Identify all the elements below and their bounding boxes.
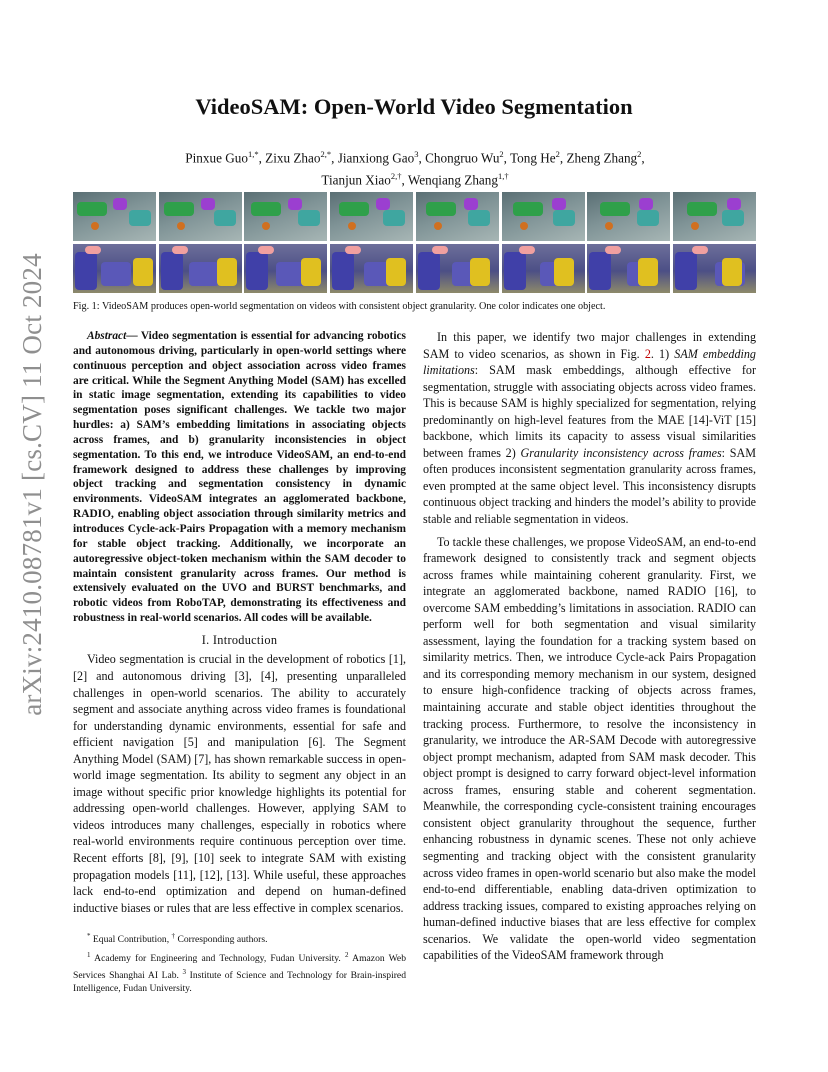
section-heading: I. Introduction [201, 632, 278, 647]
segmentation-mask [246, 252, 268, 290]
segmentation-mask [75, 252, 97, 290]
segmentation-mask [600, 202, 630, 216]
video-frame-thumbnail [673, 244, 756, 293]
arxiv-side-stamp: arXiv:2410.08781v1 [cs.CV] 11 Oct 2024 [16, 252, 47, 716]
segmentation-mask [691, 222, 699, 230]
video-frame-thumbnail [416, 244, 499, 293]
video-frame-thumbnail [587, 244, 670, 293]
segmentation-mask [91, 222, 99, 230]
video-frame-thumbnail [244, 192, 327, 241]
footnote-contribution: * Equal Contribution, † Corresponding authors. [87, 932, 268, 946]
segmentation-mask [345, 246, 361, 254]
segmentation-mask [434, 222, 442, 230]
segmentation-mask [675, 252, 697, 290]
segmentation-mask [727, 198, 741, 210]
video-frame-thumbnail [502, 192, 585, 241]
segmentation-mask [520, 222, 528, 230]
segmentation-mask [426, 202, 456, 216]
video-frame-thumbnail [330, 244, 413, 293]
footnote-affiliations: $^1$ Academy for Engineering and Technology, Fudan University. $^2$ Amazon Web Services Shanghai AI Lab. $^3$ Institute of Science and Technology for Brain-inspired Intelligence, Fudan University. [73, 950, 406, 994]
segmentation-mask [513, 202, 543, 216]
author-list [110, 145, 720, 190]
video-frame-thumbnail [587, 192, 670, 241]
segmentation-mask [418, 252, 440, 290]
left-column [73, 329, 406, 995]
segmentation-mask [639, 198, 653, 210]
segmentation-mask [133, 258, 153, 286]
segmentation-mask [722, 210, 744, 226]
segmentation-mask [339, 202, 369, 216]
segmentation-mask [383, 210, 405, 226]
segmentation-mask [386, 258, 406, 286]
segmentation-mask [468, 210, 490, 226]
figure-caption: Fig. 1: VideoSAM produces open-world segmentation on videos with consistent object granularity. One color indicates one object. [73, 301, 606, 312]
video-frame-thumbnail [159, 244, 242, 293]
video-frame-thumbnail [244, 244, 327, 293]
segmentation-mask [201, 198, 215, 210]
video-frame-thumbnail [330, 192, 413, 241]
segmentation-mask [129, 210, 151, 226]
video-frame-thumbnail [73, 192, 156, 241]
segmentation-mask [638, 258, 658, 286]
segmentation-mask [301, 258, 321, 286]
segmentation-mask [217, 258, 237, 286]
segmentation-mask [687, 202, 717, 216]
abstract: Abstract— Video segmentation is essential for advancing robotics and autonomous driving, particularly in open-world settings where continuous perception and object association across video frames are critical. While the Segment Anything Model (SAM) has excelled in static image segmentation, extending its capabilities to video segmentation poses significant challenges. We tackle two major hurdles: a) SAM’s embedding limitations in associating objects across frames, and b) granularity inconsistencies in object segmentation. To this end, we introduce VideoSAM, an end-to-end framework designed to address these challenges by improving object tracking and segmentation consistency in dynamic environments. VideoSAM integrates an agglomerated backbone, RADIO, enabling object association through similarity metrics and introduces Cycle-ack-Pairs Propagation with a memory mechanism for stable object tracking. Additionally, we incorporate an autoregressive object-token mechanism within the SAM decoder to maintain consistent granularity across frames. Our method is extensively evaluated on the UVO and BURST benchmarks, and robotic videos from RoboTAP, demonstrating its effectiveness and robustness in real-world scenarios. All codes will be available. [73, 330, 406, 625]
segmentation-mask [288, 198, 302, 210]
segmentation-mask [164, 202, 194, 216]
right-paragraph-1: In this paper, we identify two major challenges in extending SAM to video scenarios, as shown in Fig. 2. 1) SAM embedding limitations: SAM mask embeddings, although effective for segmentation, struggle with associating objects across video frames. This is because SAM is highly specialized for segmentation, relying predominantly on high-level features from the MAE [14]-ViT [15] backbone, which limits its capacity to assess visual similarities between frames 2) Granularity inconsistency across frames: SAM often produces inconsistent segmentation granularity across frames, even prompted at the same object level. This inconsistency disrupts continuous object tracking and hinders the model’s ability to provide stable and reliable segmentation in videos. [423, 330, 756, 527]
segmentation-mask [553, 210, 575, 226]
paper-title: VideoSAM: Open-World Video Segmentation [195, 94, 633, 119]
right-column [423, 329, 756, 964]
video-frame-thumbnail [416, 192, 499, 241]
author-line-1: Pinxue Guo$^{1,*}$, Zixu Zhao$^{2,*}$, Jianxiong Gao$^3$, Chongruo Wu$^2$, Tong He$^2$, Zheng Zhang$^2$, [185, 149, 645, 166]
segmentation-mask [722, 258, 742, 286]
segmentation-mask [189, 262, 219, 286]
segmentation-mask [258, 246, 274, 254]
segmentation-mask [161, 252, 183, 290]
segmentation-figure [73, 192, 755, 293]
segmentation-mask [554, 258, 574, 286]
segmentation-mask [376, 198, 390, 210]
segmentation-mask [692, 246, 708, 254]
segmentation-mask [605, 246, 621, 254]
video-frame-thumbnail [159, 192, 242, 241]
segmentation-mask [172, 246, 188, 254]
segmentation-mask [214, 210, 236, 226]
segmentation-mask [85, 246, 101, 254]
figure-reference-link[interactable]: 2 [644, 346, 651, 361]
segmentation-mask [332, 252, 354, 290]
intro-paragraph: Video segmentation is crucial in the development of robotics [1], [2] and autonomous driving [3], [4], presenting unparalleled challenges in open-world scenarios. The ability to accurately segment and associate anything across video frames is foundational for understanding dynamic environments, essential for safe and efficient navigation [5] and manipulation [6]. The Segment Anything Model (SAM) [7], has shown remarkable success in open-world image segmentation. Its ability to segment any object in an image without specific prior knowledge highlights its potential for addressing open-world challenges. However, applying SAM to videos introduces many challenges, especially in robotics where real-world environments require continuous perception over time. Recent efforts [8], [9], [10] seek to integrate SAM with existing propagation models [11], [12], [13]. While useful, these approaches lack end-to-end optimization and depend on human-defined inductive biases or rules that are less effective in complex scenarios. [73, 652, 406, 915]
segmentation-mask [504, 252, 526, 290]
segmentation-mask [298, 210, 320, 226]
segmentation-mask [464, 198, 478, 210]
segmentation-mask [637, 210, 659, 226]
video-frame-thumbnail [673, 192, 756, 241]
author-line-2: Tianjun Xiao$^{2,\dagger}$, Wenqiang Zhang$^{1,\dagger}$ [321, 171, 509, 188]
right-paragraph-2: To tackle these challenges, we propose VideoSAM, an end-to-end framework designed to consistently track and segment objects across frames while maintaining coherent granularity. First, we integrate an agglomerated backbone, named RADIO [16], to overcome SAM embedding’s limitations in association. RADIO can perform well for both segmentation and visual similarity assessment, laying the foundation for a tracking system based on similarity metrics. Then, we introduce Cycle-ack Pairs Propagation and its corresponding memory mechanism in our system, designed to ensure high-confidence tracking of objects across frames, maintaining accurate and stable object identities throughout the tracking process. Furthermore, to resolve the inconsistency in granularity, we introduce the AR-SAM Decode with autoregressive object prompt mechanism, adapted from SAM mask decoder. This object prompt is designed to carry forward object-level information across frames, ensuring stable and coherent segmentation. Meanwhile, the corresponding cycle-consistent training encourages consistent object granularity throughout the sequence, further enhancing robustness in dynamic scenes. These not only achieve segmenting and tracking object with the consistent granularity across video frames in open-world scenario but also make the model end-to-end differentiable, enabling data-driven optimization to address tracking issues, compared to existing approaches relying on human-defined inductive biases that are less effective for complex scenarios. We validate the open-world video segmentation capabilities of the VideoSAM framework through [423, 534, 756, 963]
segmentation-mask [101, 262, 131, 286]
video-frame-thumbnail [73, 244, 156, 293]
segmentation-mask [519, 246, 535, 254]
segmentation-mask [432, 246, 448, 254]
segmentation-mask [251, 202, 281, 216]
segmentation-mask [552, 198, 566, 210]
segmentation-mask [77, 202, 107, 216]
video-frame-thumbnail [502, 244, 585, 293]
segmentation-mask [589, 252, 611, 290]
segmentation-mask [177, 222, 185, 230]
segmentation-mask [470, 258, 490, 286]
segmentation-mask [113, 198, 127, 210]
